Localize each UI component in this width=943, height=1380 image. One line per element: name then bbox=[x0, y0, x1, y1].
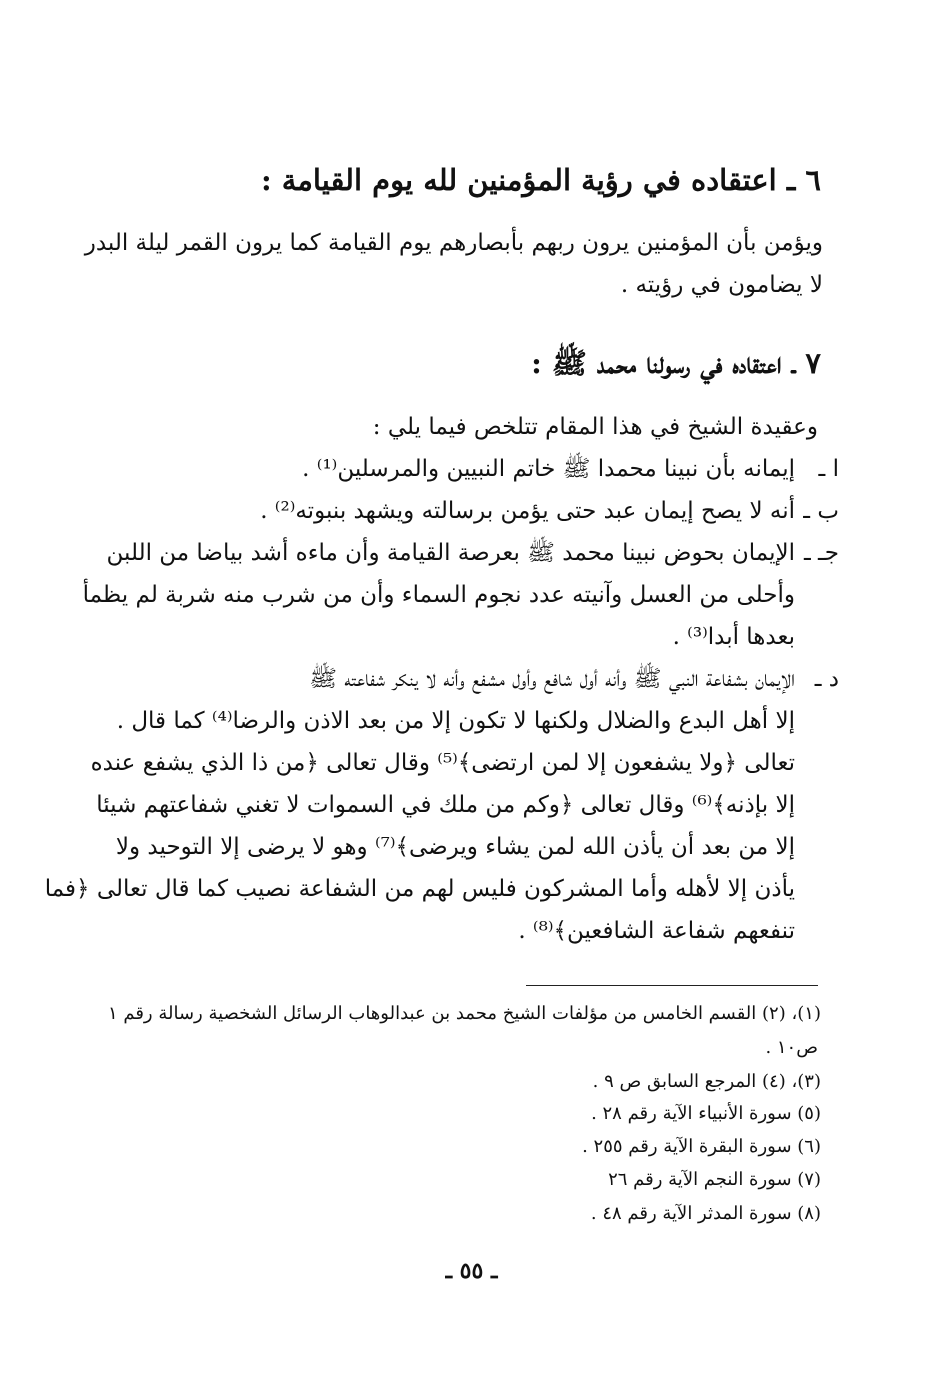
paragraph-line: ويؤمن بأن المؤمنين يرون ربهم بأبصارهم يوم القيامة كما يرون القمر ليلة البدر bbox=[84, 230, 823, 256]
list-item-line: الإيمان بحوض نبينا محمد ﷺ بعرصة القيامة وأن ماءه أشد بياضا من اللبن bbox=[106, 540, 795, 566]
footnote: (٨) سورة المدثر الآية رقم ٤٨ . bbox=[590, 1203, 821, 1224]
list-item-body bbox=[82, 532, 795, 658]
list-item-line: إلا من بعد أن يأذن الله لمن يشاء ويرضى﴾⁽⁷⁾ وهو لا يرضى إلا التوحيد ولا bbox=[115, 834, 795, 860]
list-item-line: أنه لا يصح إيمان عبد حتى يؤمن برسالته ويشهد بنبوته⁽²⁾ . bbox=[260, 498, 795, 524]
footnote: (٥) سورة الأنبياء الآية رقم ٢٨ . bbox=[591, 1103, 821, 1124]
list-item-line: إيمانه بأن نبينا محمدا ﷺ خاتم النبيين والمرسلين⁽¹⁾ . bbox=[302, 456, 795, 482]
list-marker: ا ـ bbox=[818, 456, 839, 482]
list-item-body bbox=[119, 448, 795, 490]
footnote: ص١٠ . bbox=[765, 1037, 818, 1058]
footnote-separator bbox=[526, 985, 818, 986]
list-item-line: تعالى ﴿ولا يشفعون إلا لمن ارتضى﴾⁽⁵⁾ وقال تعالى ﴿من ذا الذي يشفع عنده bbox=[90, 750, 795, 776]
section-7-heading: ٧ ـ اعتقاده في رسولنا محمد ﷺ : bbox=[531, 346, 821, 380]
list-item-body bbox=[44, 658, 795, 952]
list-marker: د ـ bbox=[814, 666, 839, 692]
list-marker: جـ ـ bbox=[803, 540, 839, 566]
list-item-line: وأحلى من العسل وآنيته عدد نجوم السماء وأن من شرب منه شربة لم يظمأ bbox=[82, 582, 795, 608]
list-item-line: بعدها أبدا⁽³⁾ . bbox=[672, 624, 795, 650]
list-item-jim bbox=[82, 532, 839, 658]
footnote: (٣)، (٤) المرجع السابق ص ٩ . bbox=[592, 1071, 821, 1092]
list-item-alif bbox=[119, 448, 839, 490]
footnote: (٦) سورة البقرة الآية رقم ٢٥٥ . bbox=[582, 1136, 821, 1157]
list-item-ba bbox=[119, 490, 839, 532]
section-6-paragraph bbox=[84, 222, 823, 306]
list-item-line: يأذن إلا لأهله وأما المشركون فليس لهم من الشفاعة نصيب كما قال تعالى ﴿فما bbox=[44, 876, 795, 902]
list-item-line: الإيمان بشفاعة النبي ﷺ وأنه أول شافع وأول مشفع وأنه لا ينكر شفاعته ﷺ bbox=[309, 666, 795, 692]
section-6-heading: ٦ ـ اعتقاده في رؤية المؤمنين لله يوم القيامة : bbox=[260, 163, 821, 197]
footnote: (٧) سورة النجم الآية رقم ٢٦ bbox=[608, 1169, 821, 1190]
section-7-intro bbox=[113, 406, 818, 448]
list-item-line: إلا بإذنه﴾⁽⁶⁾ وقال تعالى ﴿وكم من ملك في السموات لا تغني شفاعتهم شيئا bbox=[96, 792, 795, 818]
list-item-line: تنفعهم شفاعة الشافعين﴾⁽⁸⁾ . bbox=[518, 918, 795, 944]
paragraph-line: لا يضامون في رؤيته . bbox=[620, 272, 823, 298]
list-item-line: إلا أهل البدع والضلال ولكنها لا تكون إلا من بعد الاذن والرضا⁽⁴⁾ كما قال . bbox=[116, 708, 795, 734]
page-number: ـ ٥٥ ـ bbox=[445, 1258, 498, 1284]
footnote: (١)، (٢) القسم الخامس من مؤلفات الشيخ محمد بن عبدالوهاب الرسائل الشخصية رسالة رقم ١ bbox=[107, 1003, 821, 1024]
list-item-body bbox=[119, 490, 795, 532]
list-marker: ب ـ bbox=[803, 498, 839, 524]
paragraph-line: وعقيدة الشيخ في هذا المقام تتلخص فيما يلي : bbox=[372, 414, 818, 440]
list-item-dal bbox=[44, 658, 839, 952]
